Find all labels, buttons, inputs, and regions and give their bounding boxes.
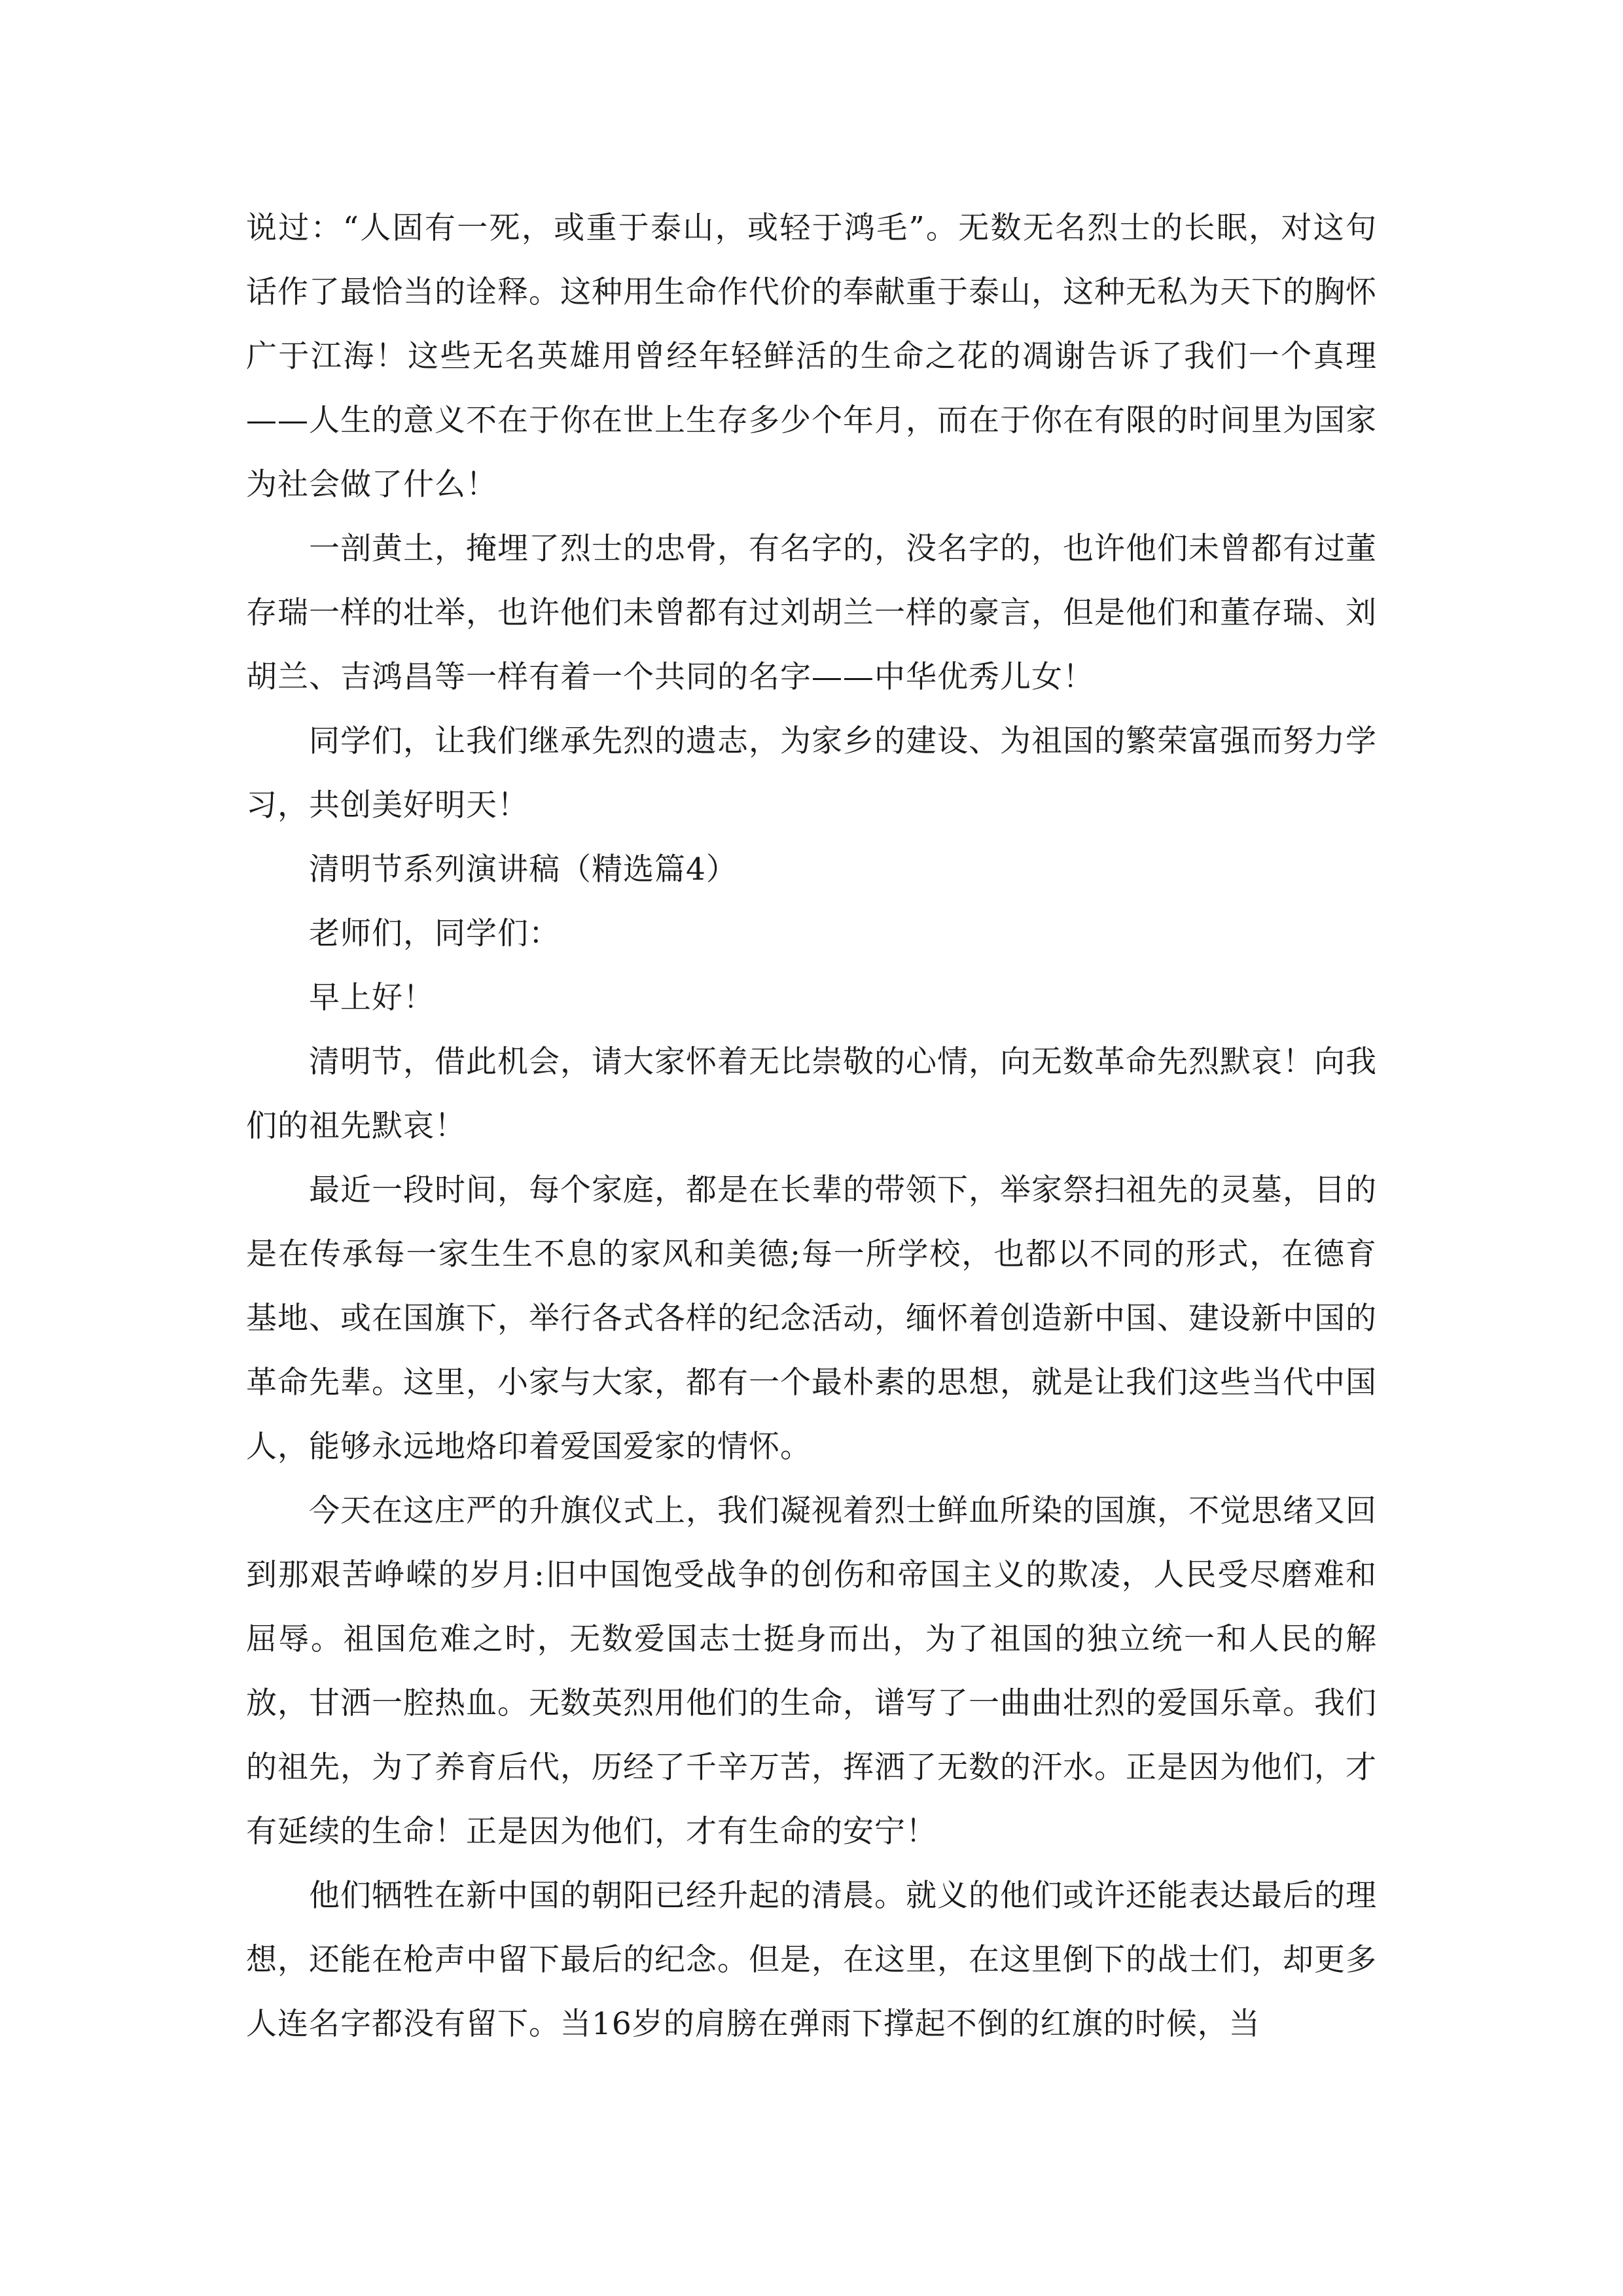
- paragraph-continuation: 说过：“人固有一死，或重于泰山，或轻于鸿毛”。无数无名烈士的长眠，对这句话作了最恰当的诠释。这种用生命作代价的奉献重于泰山，这种无私为天下的胸怀广于江海！这些无名英雄用曾经年轻鲜活的生命之花的凋谢告诉了我们一个真理——人生的意义不在于你在世上生存多少个年月，而在于你在有限的时间里为国家为社会做了什么！: [246, 210, 1377, 503]
- paragraph: 最近一段时间，每个家庭，都是在长辈的带领下，举家祭扫祖先的灵墓，目的是在传承每一家生生不息的家风和美德;每一所学校，也都以不同的形式，在德育基地、或在国旗下，举行各式各样的纪念活动，缅怀着创造新中国、建设新中国的革命先辈。这里，小家与大家，都有一个最朴素的思想，就是让我们这些当代中国人，能够永远地烙印着爱国爱家的情怀。: [246, 1172, 1377, 1465]
- paragraph: 一剖黄土，掩埋了烈士的忠骨，有名字的，没名字的，也许他们未曾都有过董存瑞一样的壮举，也许他们未曾都有过刘胡兰一样的豪言，但是他们和董存瑞、刘胡兰、吉鸿昌等一样有着一个共同的名字——中华优秀儿女！: [246, 531, 1377, 695]
- paragraph: 今天在这庄严的升旗仪式上，我们凝视着烈士鲜血所染的国旗，不觉思绪又回到那艰苦峥嵘的岁月:旧中国饱受战争的创伤和帝国主义的欺凌，人民受尽磨难和屈辱。祖国危难之时，无数爱国志士挺身而出，为了祖国的独立统一和人民的解放，甘洒一腔热血。无数英烈用他们的生命，谱写了一曲曲壮烈的爱国乐章。我们的祖先，为了养育后代，历经了千辛万苦，挥洒了无数的汗水。正是因为他们，才有延续的生命！正是因为他们，才有生命的安宁！: [246, 1493, 1377, 1850]
- greeting: 早上好！: [309, 980, 435, 1016]
- paragraph: 他们牺牲在新中国的朝阳已经升起的清晨。就义的他们或许还能表达最后的理想，还能在枪声中留下最后的纪念。但是，在这里，在这里倒下的战士们，却更多人连名字都没有留下。当16岁的肩膀在弹雨下撑起不倒的红旗的时候，当: [246, 1878, 1377, 2042]
- section-heading: 清明节系列演讲稿（精选篇4）: [309, 852, 738, 888]
- paragraph: 同学们，让我们继承先烈的遗志，为家乡的建设、为祖国的繁荣富强而努力学习，共创美好明天！: [246, 723, 1377, 823]
- salutation: 老师们，同学们：: [309, 916, 560, 952]
- document-body: [246, 196, 1377, 2056]
- paragraph: 清明节，借此机会，请大家怀着无比崇敬的心情，向无数革命先烈默哀！向我们的祖先默哀！: [246, 1044, 1377, 1144]
